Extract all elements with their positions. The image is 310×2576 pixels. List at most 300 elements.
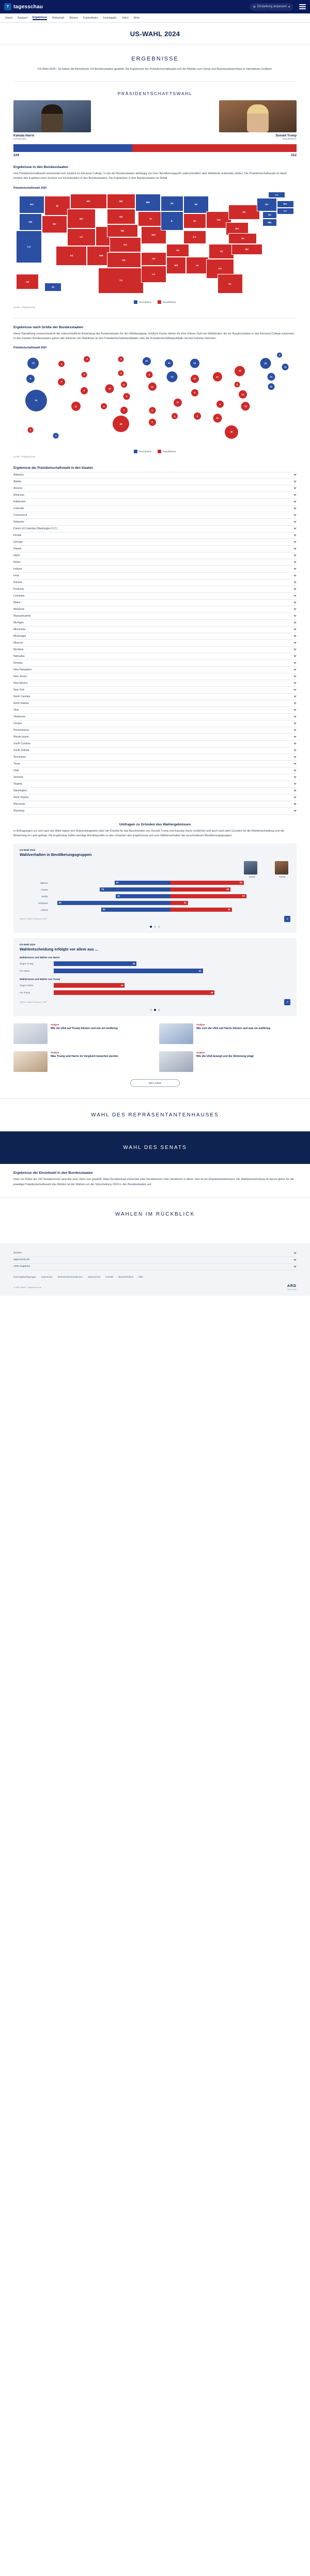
divider (13, 81, 297, 82)
state-accordion-row[interactable] (13, 727, 297, 734)
trump-thumb (275, 861, 288, 875)
footer-row-tagesschau[interactable] (13, 1257, 297, 1264)
state-map-block (13, 187, 297, 309)
top-bar (0, 0, 310, 13)
state-accordion-row[interactable] (13, 687, 297, 694)
gear-icon: ⚙ (253, 5, 256, 9)
chart2-bars-harris (20, 961, 290, 973)
state-accordion-row[interactable] (13, 519, 297, 526)
chevron-down-icon (293, 696, 297, 698)
legend-harris: Harris (249, 876, 255, 879)
state-accordion-row[interactable] (13, 566, 297, 573)
teaser-title: Wie die USA bewegt und die Stimmung prägt (196, 1055, 254, 1059)
state-accordion-row[interactable] (13, 794, 297, 801)
chart1-pagination[interactable] (20, 926, 290, 928)
state-name: Vermont (13, 775, 23, 779)
states-block-title: Ergebnisse in den Bundesstaaten (13, 165, 68, 170)
nav-item-video[interactable]: Video (121, 16, 129, 20)
legend-dem-label: Demokraten (139, 300, 152, 303)
chevron-down-icon (293, 514, 297, 516)
copyright: © ARD-aktuell / tagesschau.de (13, 1286, 42, 1289)
state-accordion-row[interactable] (13, 546, 297, 553)
chevron-down-icon (293, 541, 297, 543)
state-name: Wyoming (13, 809, 24, 812)
chart1-category: Frauen (41, 888, 48, 891)
chevron-down-icon (293, 588, 297, 590)
state-accordion-row[interactable] (13, 673, 297, 680)
state-name: South Dakota (13, 748, 29, 752)
house-section-heading[interactable]: WAHL DES REPRÄSENTANTENHAUSES (0, 1098, 310, 1131)
teaser-title: Wie sich die USA seit Harris blicken und was sie weltkrieg (196, 1027, 271, 1031)
chart1-bar-trump: 13 (171, 901, 188, 905)
legend-dem (134, 450, 151, 453)
chart2-row (20, 969, 290, 973)
chevron-down-icon (293, 756, 297, 758)
state-accordion-row[interactable] (13, 741, 297, 747)
chevron-down-icon (293, 602, 297, 604)
harris-thumb (244, 861, 257, 875)
main-nav (0, 13, 310, 23)
chevron-down-icon (293, 474, 297, 476)
chart1-bar-trump: 46 (171, 908, 232, 912)
results-heading: ERGEBNISSE (131, 56, 179, 62)
state-accordion-row[interactable] (13, 499, 297, 505)
chevron-down-icon (293, 1259, 297, 1261)
chevron-down-icon (293, 555, 297, 557)
chart2-bar: 63 (54, 969, 203, 973)
chart1-legend (20, 876, 290, 878)
chart1-candidate-photos (20, 861, 290, 875)
chart2-bars-trump (20, 983, 290, 995)
state-accordion-row[interactable] (13, 526, 297, 532)
state-name: North Dakota (13, 701, 29, 705)
state-accordion-row[interactable] (13, 633, 297, 640)
legend-rep-label: Republikaner (163, 450, 176, 453)
state-name: West Virginia (13, 795, 29, 799)
state-accordion-row[interactable] (13, 801, 297, 808)
state-accordion-row[interactable] (13, 647, 297, 653)
footer-link[interactable]: Kontakt (105, 1275, 114, 1278)
chart-vote-motivation (13, 938, 297, 1016)
chevron-down-icon (293, 709, 297, 711)
state-name: Delaware (13, 520, 25, 524)
chevron-down-icon (293, 736, 297, 738)
chart1-bar-harris: 42 (115, 881, 171, 885)
state-accordion-row[interactable] (13, 606, 297, 613)
nav-item-wirtschaft[interactable]: Wirtschaft (52, 16, 64, 20)
chevron-down-icon (293, 575, 297, 577)
chevron-down-icon (293, 628, 297, 631)
teaser-kicker: Analyse (51, 1023, 59, 1026)
trump-party: Republikaner (282, 137, 297, 141)
chevron-down-icon (293, 776, 297, 778)
state-name: South Carolina (13, 742, 31, 745)
brand-logo[interactable] (4, 3, 43, 10)
chevron-down-icon (293, 568, 297, 570)
hamburger-menu-icon[interactable] (299, 4, 306, 9)
chevron-down-icon (293, 770, 297, 772)
ard-sub-label: Das Erste (287, 1287, 297, 1291)
teaser-kicker: Analyse (51, 1051, 59, 1054)
state-name: Tennessee (13, 755, 26, 759)
elector-result-bar (13, 144, 297, 152)
legend-rep (158, 450, 176, 453)
chevron-down-icon (293, 723, 297, 725)
state-name: Arkansas (13, 493, 24, 497)
logo-letter: T (6, 5, 9, 9)
chart1-bar-trump: 45 (171, 887, 230, 892)
chevron-down-icon (293, 783, 297, 785)
footer-row-ard[interactable] (13, 1264, 297, 1270)
chart2-source: Quelle: Edison Research / NEP (20, 1001, 47, 1004)
us-bubble-map[interactable]: 12 8 54 4 4 6 3 6 11 5 10 3 3 5 6 7 40 10 6 10 6 8 10 19 11 6 15 11 8 9 17 9 16 30 19 4 13 16 28 14 10 3 11 3 4 (13, 349, 297, 448)
chart1-row (20, 881, 290, 885)
state-accordion-row[interactable] (13, 788, 297, 794)
state-name: Oregon (13, 722, 22, 725)
legend-trump: Trump (278, 876, 286, 879)
states-block-text: Das Präsidentschaftswahl entscheidet sich letztlich im Electoral College. In das die Bundesstaaten abhängig von ihrer Bevölkerungszahl unterschiedlich viele Wahlleute entsenden dürfen. Die Präsidentschaftswahl ist damit letztlich das Ergebnis einer Summe von Einzelwahlen in den Bundesstaaten. Die Ergebnisse in den Bundesstaaten im Detail. (13, 172, 287, 180)
chart1-bars (20, 881, 290, 912)
settings-label: Einstellung anpassen (257, 5, 287, 8)
state-accordion-row[interactable] (13, 559, 297, 566)
share-icon[interactable]: ↗ (284, 916, 290, 922)
chart1-footer (20, 916, 290, 922)
state-accordion-row[interactable] (13, 660, 297, 667)
state-accordion-row[interactable] (13, 774, 297, 781)
state-name: Pennsylvania (13, 728, 29, 732)
chart2-footer (20, 999, 290, 1005)
state-accordion-row[interactable] (13, 626, 297, 633)
chart1-bar-trump: 57 (171, 894, 246, 898)
chart2-category: Gegen Harris (20, 984, 34, 987)
state-name: Montana (13, 648, 24, 651)
senate-states-text: Dass ein Drittel der 100 Sentatorinnen wird alle zwei Jahre neu gewählt; dabei Bundesstaat entsendet zwei Senatorinnen oder Senatoren in diese. Hier ist ein Repräsentantenhaus: Die Wahlkreiseinteilung ist darum gleich für die jeweilige Präsidentschaftswahl des Wahlen ist der Wahlen um die Sitzverteilung 2024 in den Bundesstaaten auf. (13, 1178, 294, 1186)
nav-item-wissen[interactable]: Wissen (69, 16, 78, 20)
map-legend (13, 300, 297, 304)
chevron-down-icon (293, 595, 297, 597)
state-accordion-row[interactable] (13, 747, 297, 754)
article-thumb-a (13, 1023, 48, 1044)
footer-link[interactable]: Hilfe (138, 1275, 143, 1278)
state-name: Maine (13, 601, 21, 604)
state-name: Arizona (13, 486, 22, 490)
teaser-kicker: Analyse (196, 1023, 205, 1026)
senate-section-heading[interactable]: WAHL DES SENATS (0, 1131, 310, 1164)
footer-link[interactable]: Sicherheitsinformationen (57, 1275, 83, 1278)
chevron-down-icon (293, 729, 297, 731)
state-accordion-row[interactable] (13, 472, 297, 479)
state-name: Rhode Island (13, 735, 29, 739)
chevron-down-icon (293, 481, 297, 483)
chart-population-groups (13, 844, 297, 933)
state-name: Nevada (13, 661, 23, 665)
ard-logo: ARD (287, 1284, 297, 1288)
state-accordion-row[interactable] (13, 593, 297, 600)
state-name: Mississippi (13, 634, 26, 638)
tagesschau-logo-icon (4, 3, 11, 10)
state-accordion-row[interactable] (13, 505, 297, 512)
chevron-down-icon (293, 803, 297, 805)
results-section (0, 56, 310, 815)
dem-electors: 226 (13, 154, 20, 158)
chevron-down-icon (293, 790, 297, 792)
state-name: Ohio (13, 708, 19, 712)
brand-name: tagesschau (13, 4, 43, 10)
chart1-bar-harris: 52 (101, 908, 171, 912)
state-name: Hawaii (13, 547, 22, 550)
more-articles-button[interactable]: Mehr Artikel (130, 1079, 180, 1087)
rep-electors: 312 (290, 154, 297, 158)
chevron-down-icon (293, 676, 297, 678)
chevron-down-icon (293, 763, 297, 765)
state-accordion-row[interactable] (13, 492, 297, 499)
nav-item-ergebnisse[interactable]: Ergebnisse (32, 16, 47, 19)
state-name: Colorado (13, 507, 24, 510)
chevron-down-icon (293, 749, 297, 752)
chart2-row (20, 961, 290, 966)
chevron-down-icon (293, 743, 297, 745)
map-title: Präsidentschaftswahl 2024 (13, 186, 47, 190)
state-name: Kentucky (13, 587, 24, 591)
state-accordion-row[interactable] (13, 613, 297, 620)
chart1-row (20, 887, 290, 892)
list-item[interactable] (159, 1023, 297, 1044)
candidate-harris (13, 100, 91, 140)
legend-rep (158, 300, 176, 304)
chart1-bar-harris: 41 (116, 894, 171, 898)
state-name: Georgia (13, 540, 23, 544)
state-name: Wisconsin (13, 802, 25, 806)
state-name: Kansas (13, 580, 22, 584)
footer-link[interactable]: Nutzungsbedingungen (13, 1275, 36, 1278)
state-name: Louisiana (13, 594, 25, 597)
state-name: Nebraska (13, 654, 25, 658)
chevron-down-icon (293, 689, 297, 691)
retrospect-section-heading[interactable]: WAHLEN IM RÜCKBLICK (0, 1198, 310, 1231)
state-accordion-row[interactable] (13, 781, 297, 788)
footer (0, 1243, 310, 1296)
senate-states-section (0, 1171, 310, 1187)
list-item[interactable] (13, 1023, 151, 1044)
chart1-bar-harris: 53 (100, 887, 171, 892)
state-accordion-row[interactable] (13, 512, 297, 519)
state-name: Utah (13, 769, 19, 772)
page-title: US-WAHL 2024 (130, 30, 180, 38)
us-choropleth-map[interactable]: WA OR CA ID MT NV WY UT AZ NM ND SD NE KS OK TX MN IA MO AR LA WI IL TN MS MI IN KY AL OH SC GA FL PA WV VA NC NY NJ MD VT MA CT AK HI (13, 190, 297, 298)
chevron-down-icon (293, 521, 297, 523)
state-accordion-row[interactable] (13, 714, 297, 720)
harris-photo (13, 100, 91, 132)
nav-item-mehr[interactable]: Mehr (133, 16, 140, 20)
footer-bottom (13, 1284, 297, 1291)
state-name: Missouri (13, 641, 23, 645)
senate-states-title: Ergebnisse der Einzelwahl in den Bundesstaaten (13, 1171, 93, 1175)
state-name: Illinois (13, 560, 21, 564)
state-name: Washington (13, 789, 27, 792)
nav-item-inland[interactable]: Inland (5, 16, 13, 20)
state-accordion-row[interactable] (13, 586, 297, 593)
chevron-down-icon (293, 669, 297, 671)
state-accordion-row[interactable] (13, 768, 297, 774)
map-source: Quelle: AP/tagesschau (13, 305, 36, 309)
state-accordion-row[interactable] (13, 553, 297, 559)
surveys-section (0, 823, 310, 1087)
state-name: New Mexico (13, 681, 28, 685)
chevron-down-icon (293, 796, 297, 799)
nav-item-ausland[interactable]: Ausland (18, 16, 27, 20)
chart2-category: Für Harris (20, 970, 30, 973)
state-name: Michigan (13, 621, 24, 624)
chart2-category: Für Trump (20, 991, 30, 994)
chart2-row (20, 983, 290, 988)
chart1-category: Schwarze (38, 901, 48, 904)
state-name: Alabama (13, 473, 24, 477)
chart1-category: Weiße (41, 895, 48, 898)
state-accordion-row[interactable] (13, 720, 297, 727)
teaser-kicker: Analyse (196, 1051, 205, 1054)
chevron-down-icon (293, 662, 297, 664)
state-accordion-row[interactable] (13, 680, 297, 687)
state-accordion-row[interactable] (13, 808, 297, 815)
chevron-down-icon (293, 487, 297, 489)
chevron-down-icon (293, 581, 297, 584)
chart1-row (20, 894, 290, 898)
article-teasers (13, 1023, 297, 1072)
bubble-map-title: Präsidentschaftswahl 2024 (13, 346, 47, 349)
chart2-pagination[interactable] (20, 1009, 290, 1011)
chart1-bar-trump: 55 (171, 881, 244, 885)
nav-item-investigativ[interactable]: Investigativ (103, 16, 117, 20)
state-name: Alaska (13, 480, 22, 483)
state-name: New Hampshire (13, 668, 32, 671)
candidate-duel (13, 100, 297, 140)
chevron-down-icon (293, 702, 297, 704)
chart2-category: Gegen Trump (20, 962, 34, 965)
legend-rep-label: Republikaner (163, 300, 176, 303)
chart2-row (20, 990, 290, 995)
state-accordion-row[interactable] (13, 485, 297, 492)
footer-row-label: tagesschau.de (13, 1259, 30, 1262)
chevron-down-icon (293, 649, 297, 651)
teaser-title: Was Trump und Harris im Vergleich bewerten werden (51, 1055, 118, 1059)
footer-link[interactable]: Datenschutz (88, 1275, 101, 1278)
state-accordion-row[interactable] (13, 667, 297, 673)
state-name: Massachusetts (13, 614, 31, 618)
footer-row-label: ARD-Angebote (13, 1265, 30, 1268)
chevron-down-icon (293, 1266, 297, 1268)
article-thumb-b (159, 1023, 193, 1044)
list-item[interactable] (159, 1051, 297, 1072)
state-accordion-row[interactable] (13, 707, 297, 714)
chevron-down-icon (293, 716, 297, 718)
chevron-down-icon (293, 810, 297, 812)
state-name: Florida (13, 533, 22, 537)
footer-row-label: Service (13, 1252, 22, 1255)
state-name: Oklahoma (13, 715, 25, 718)
chart1-category: Männer (40, 881, 48, 884)
share-icon[interactable]: ↗ (284, 999, 290, 1005)
chart2-group1-label: Wählerinnen und Wähler von Harris (20, 956, 60, 959)
state-accordion-row[interactable] (13, 532, 297, 539)
state-accordion-row[interactable] (13, 579, 297, 586)
legend-dem-label: Demokraten (139, 450, 152, 453)
state-accordion-row[interactable] (13, 653, 297, 660)
chart1-bar-harris: 85 (57, 901, 171, 905)
state-accordion-row[interactable] (13, 573, 297, 579)
list-item[interactable] (13, 1051, 151, 1072)
chart1-source: Quelle: Edison Research / NEP (20, 918, 47, 921)
state-name: Minnesota (13, 627, 26, 631)
chevron-down-icon: ▾ (288, 5, 290, 9)
legend-dem (134, 300, 151, 304)
state-accordion-row[interactable] (13, 620, 297, 626)
footer-link[interactable]: Barrierefreiheit (118, 1275, 134, 1278)
state-accordion-row[interactable] (13, 539, 297, 546)
candidate-trump (219, 100, 297, 140)
chart1-row (20, 908, 290, 912)
chart2-group2-label: Wählerinnen und Wähler von Trump (20, 978, 60, 981)
state-name: Idaho (13, 554, 20, 557)
size-block-title: Ergebnisse nach Größe der Bundesstaaten (13, 325, 84, 329)
chart1-title: Wahlverhalten in Bevölkerungsgruppen (20, 852, 92, 857)
search-input[interactable] (250, 3, 293, 11)
chart2-bar: 68 (54, 990, 214, 995)
chevron-down-icon (293, 548, 297, 550)
nav-item-faktenfinder[interactable]: Faktenfinder (83, 16, 98, 20)
footer-links (13, 1276, 297, 1278)
chevron-down-icon (293, 501, 297, 503)
chevron-down-icon (293, 608, 297, 610)
state-name: Kalifornien (13, 500, 26, 503)
chevron-down-icon (293, 528, 297, 530)
chevron-down-icon (293, 534, 297, 536)
elector-counts (13, 154, 297, 157)
state-accordion-row[interactable] (13, 700, 297, 707)
state-accordion-row[interactable] (13, 479, 297, 485)
trump-name: Donald Trump (275, 134, 297, 138)
presidential-heading: PRÄSIDENTSCHAFTSWAHL (117, 91, 193, 97)
state-accordion-row[interactable] (13, 734, 297, 741)
chart2-bar: 30 (54, 983, 125, 988)
chevron-down-icon (293, 682, 297, 684)
bar-segment-dem (13, 144, 132, 152)
bubble-map-block (13, 346, 297, 458)
article-thumb-c (13, 1051, 48, 1072)
bubble-map-source: Quelle: AP/tagesschau (13, 455, 36, 458)
state-name: New Jersey (13, 674, 27, 678)
size-block-text: Diese Darstellung veranschaulicht die unterschiedliche Bedeutung der Bundesstaaten für den Wahlausgang. Größere Kreise stehen für eine höhere Zahl von Wahlleuten, die ein Bundesstaaten in das Electoral College entsendet. In den meisten Bundesstaaten gehen alle Stimmen der Wahlleute an den Präsidentschaftskandidaten oder die Präsidentschaftskandidatin mit den meisten Stimmen. (13, 332, 295, 340)
footer-row-service[interactable] (13, 1250, 297, 1257)
state-name: Texas (13, 762, 21, 765)
state-name: New York (13, 688, 25, 692)
surveys-heading: Umfragen zu Gründen des Wahlergebnisses (119, 822, 191, 826)
trump-photo (219, 100, 297, 132)
teaser-title: Wie die USA auf Trump blicken und wie ein weltkrieg (51, 1027, 118, 1031)
chevron-down-icon (293, 561, 297, 563)
chevron-down-icon (293, 642, 297, 644)
chevron-down-icon (293, 615, 297, 617)
harris-party: Demokraten (13, 137, 27, 141)
harris-name: Kamala Harris (13, 134, 35, 138)
state-accordion-row[interactable] (13, 754, 297, 761)
state-accordion-row[interactable] (13, 600, 297, 606)
chevron-down-icon (293, 655, 297, 657)
footer-link[interactable]: Impressum (41, 1275, 53, 1278)
states-accordion (13, 472, 297, 815)
state-accordion-row[interactable] (13, 640, 297, 647)
state-accordion-row[interactable] (13, 761, 297, 768)
state-accordion-row[interactable] (13, 694, 297, 700)
